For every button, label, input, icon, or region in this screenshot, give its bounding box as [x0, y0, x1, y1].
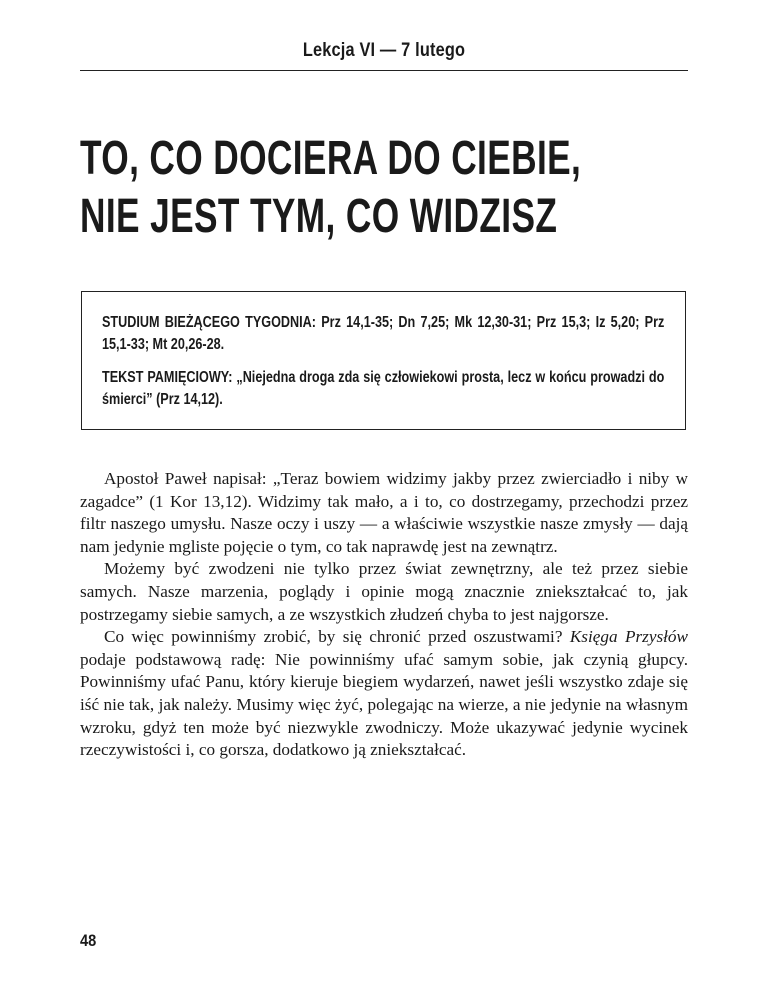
weekly-study-references: Prz 14,1-35; Dn 7,25; Mk 12,30-31; Prz 15,3; Iz 5,20; Prz 15,1-33; Mt 20,26-28. — [102, 314, 665, 353]
lesson-title — [80, 130, 653, 246]
weekly-study-label: STUDIUM BIEŻĄCEGO TYGODNIA: — [102, 314, 317, 331]
body-paragraph-2: Możemy być zwodzeni nie tylko przez świat zewnętrzny, ale też przez siebie samych. Nasze marzenia, poglądy i opinie mogą znacznie zniekształcać to, jak postrzegamy siebie samych, a ze wszystkich złudzeń chyba to jest najgorsze. — [80, 559, 688, 624]
memory-text-quote: „Niejedna droga zda się człowiekowi prosta, lecz w końcu prowadzi do śmierci” (Prz 14,12). — [102, 369, 665, 408]
lesson-title-line-1: TO, CO DOCIERA DO CIEBIE, — [80, 132, 582, 185]
lesson-title-line-2: NIE JEST TYM, CO WIDZISZ — [80, 190, 558, 243]
body-paragraph-3-start: Co więc powinniśmy zrobić, by się chronić przed oszustwami? — [104, 627, 570, 647]
body-paragraph-3-rest: podaje podstawową radę: Nie powinniśmy ufać samym sobie, jak czynią głupcy. Powinniśmy ufać Panu, który kieruje biegiem wydarzeń, nawet jeśli wszystko zdaje się iść nie tak, jak należy. Musimy więc żyć, polegając na wierze, a nie jedynie na własnym wzroku, gdyż ten może być niezwykle zwodniczy. Może ukazywać jedynie wycinek rzeczywistości i, co gorsza, dodatkowo ją zniekształcać. — [80, 649, 688, 760]
book-title-proverbs: Księga Przysłów — [569, 627, 688, 647]
memory-text-paragraph — [102, 367, 664, 410]
study-box — [81, 291, 686, 430]
study-box-content — [102, 312, 664, 410]
weekly-study-paragraph — [102, 312, 664, 355]
memory-text-label: TEKST PAMIĘCIOWY: — [102, 369, 233, 386]
body-paragraph-1: Apostoł Paweł napisał: „Teraz bowiem widzimy jakby przez zwierciadło i niby w zagadce” (1 Kor 13,12). Widzimy tak mało, a i to, co dostrzegamy, przechodzi przez filtr naszego umysłu. Nasze oczy i uszy — a właściwie wszystkie nasze zmysły — dają nam jedynie mgliste pojęcie o tym, co tak naprawdę jest na zewnątrz. — [80, 469, 688, 556]
body-text — [80, 468, 688, 762]
body-paragraph-3 — [80, 626, 688, 762]
header-divider — [80, 70, 688, 71]
page-number: 48 — [80, 931, 97, 950]
running-header: Lekcja VI — 7 lutego — [302, 40, 466, 61]
